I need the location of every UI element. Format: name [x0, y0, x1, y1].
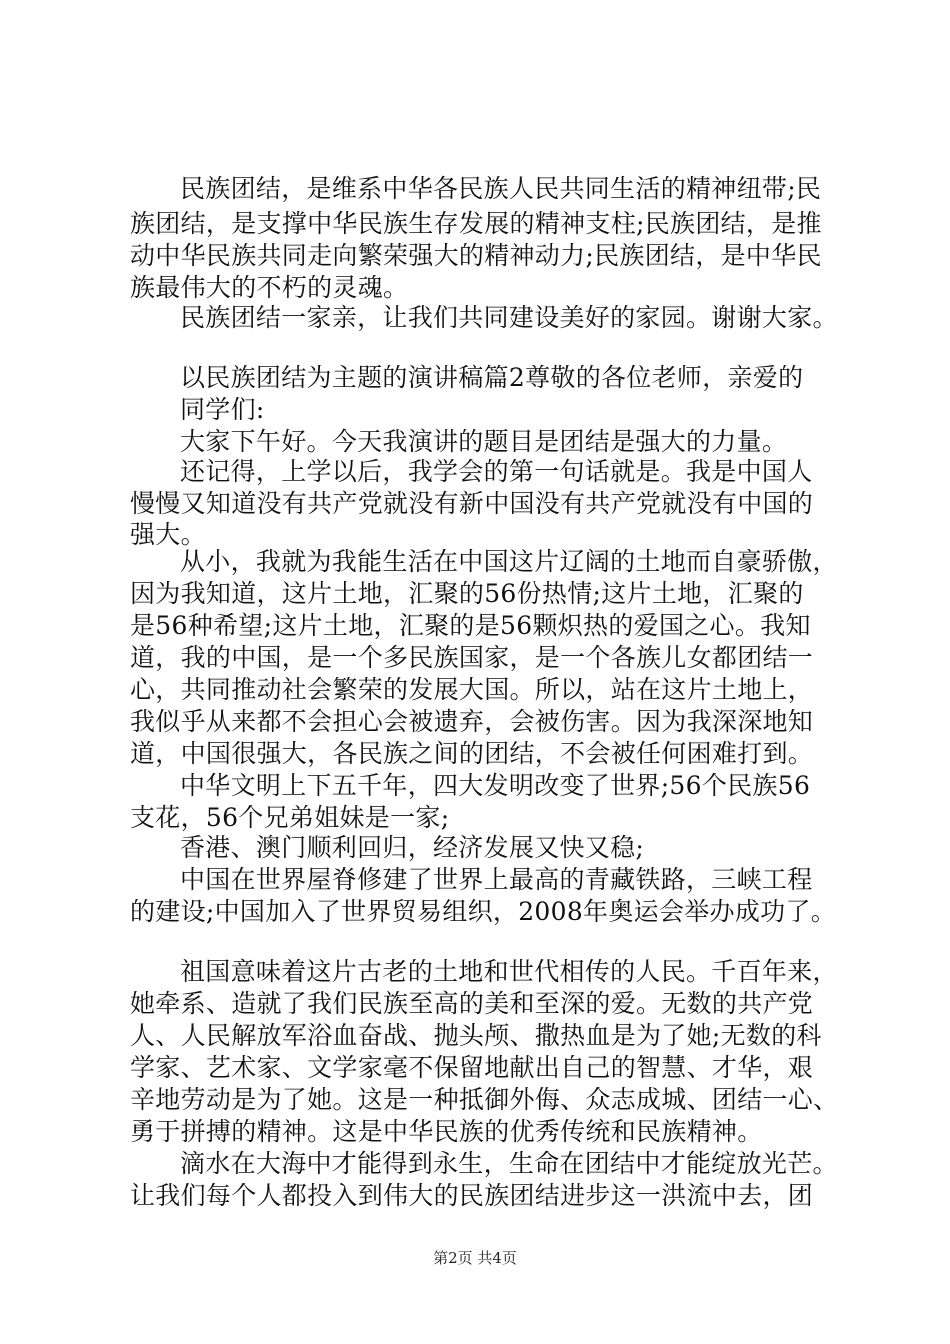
text-line: 中国在世界屋脊修建了世界上最高的青藏铁路，三峡工程 — [180, 865, 813, 894]
text-line: 勇于拼搏的精神。这是中华民族的优秀传统和民族精神。 — [130, 1117, 763, 1146]
text-line: 道，我的中国，是一个多民族国家，是一个各族儿女都团结一 — [130, 643, 814, 672]
text-line: 强大。 — [130, 520, 206, 549]
text-line: 族最伟大的不朽的灵魂。 — [130, 273, 409, 302]
text-line: 大家下午好。今天我演讲的题目是团结是强大的力量。 — [180, 427, 788, 456]
text-line: 的建设;中国加入了世界贸易组织，2008年奥运会举办成功了。 — [130, 897, 837, 926]
text-line: 同学们: — [180, 395, 265, 424]
text-line: 从小，我就为我能生活在中国这片辽阔的土地而自豪骄傲， — [180, 547, 838, 576]
text-line: 她牵系、造就了我们民族至高的美和至深的爱。无数的共产党 — [130, 989, 814, 1018]
text-line: 辛地劳动是为了她。这是一种抵御外侮、众志成城、团结一心、 — [130, 1085, 839, 1114]
text-line: 祖国意味着这片古老的土地和世代相传的人民。千百年来， — [180, 957, 838, 986]
page-number-footer: 第2页 共4页 — [433, 1249, 517, 1267]
text-line: 香港、澳门顺利回归，经济发展又快又稳; — [180, 833, 645, 862]
text-line: 族团结，是支撑中华民族生存发展的精神支柱;民族团结，是推 — [130, 209, 822, 238]
text-line: 中华文明上下五千年，四大发明改变了世界;56个民族56 — [180, 771, 811, 800]
text-line: 我似乎从来都不会担心会被遗弃，会被伤害。因为我深深地知 — [130, 707, 814, 736]
text-line: 动中华民族共同走向繁荣强大的精神动力;民族团结，是中华民 — [130, 241, 822, 270]
text-line: 人、人民解放军浴血奋战、抛头颅、撒热血是为了她;无数的科 — [130, 1021, 822, 1050]
text-line: 民族团结，是维系中华各民族人民共同生活的精神纽带;民 — [180, 174, 822, 203]
text-line: 学家、艺术家、文学家毫不保留地献出自己的智慧、才华，艰 — [130, 1053, 814, 1082]
text-line: 因为我知道，这片土地，汇聚的56份热情;这片土地，汇聚的 — [130, 579, 804, 608]
text-line: 道，中国很强大，各民族之间的团结，不会被任何困难打到。 — [130, 739, 814, 768]
text-line: 支花，56个兄弟姐妹是一家; — [130, 803, 450, 832]
text-line: 民族团结一家亲，让我们共同建设美好的家园。谢谢大家。 — [180, 303, 838, 332]
text-line: 还记得，上学以后，我学会的第一句话就是。我是中国人 — [180, 457, 813, 486]
text-line: 慢慢又知道没有共产党就没有新中国没有共产党就没有中国的 — [130, 489, 814, 518]
text-line: 让我们每个人都投入到伟大的民族团结进步这一洪流中去，团 — [130, 1181, 814, 1210]
text-line: 是56种希望;这片土地，汇聚的是56颗炽热的爱国之心。我知 — [130, 611, 811, 640]
text-line: 心，共同推动社会繁荣的发展大国。所以，站在这片土地上， — [130, 675, 814, 704]
section-heading: 以民族团结为主题的演讲稿篇2尊敬的各位老师，亲爱的 — [180, 363, 804, 392]
text-line: 滴水在大海中才能得到永生，生命在团结中才能绽放光芒。 — [180, 1149, 838, 1178]
